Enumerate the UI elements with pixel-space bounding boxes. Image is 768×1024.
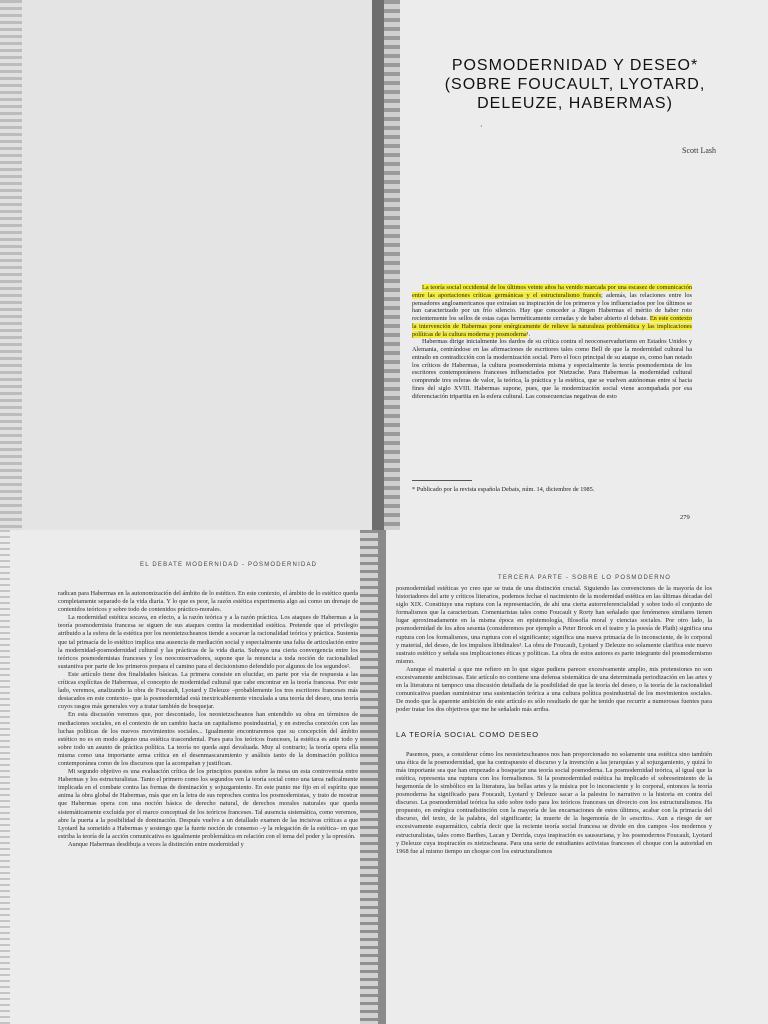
page-gutter-lower: [378, 530, 386, 1024]
intro-paragraph-2: Habermas dirige inicialmente los dardos de su crítica contra el neoconservadurismo en Estados Unidos y Alemania, centrándose en las afirmaciones de escritores tales como Bell de que la modernidad cultural ha entrado en contradicción con la modernización social. Pero el foco principal de su ataque es, como han notado los críticos de Habermas, la cultura posmodernista misma y especialmente la teoría posmodernista de los escritores contemporáneos franceses influenciados por Nietzsche. Para Habermas la modernidad cultural comprende tres esferas de valor, la teórica, la práctica y la estética, que se vuelven autónomas entre sí hacia fines del siglo XVIII. Habermas supone, pues, que la modernización social viene acompañada por esa diferenciación tripartita en la esfera cultural. Las consecuencias negativas de esto: [412, 338, 692, 400]
right-paragraph-1: posmodernidad estéticas yo creo que se trata de una distinción crucial. Siguiendo las convenciones de la mayoría de los historiadores del arte y críticos literarios, podemos fechar el nacimiento de la modernidad estética en las últimas décadas del siglo XIX. Constituye una ruptura con la representación, de ahí una cierta autorreferencialidad y sobre todo el conjunto de formalismos que la caracterizan. Comentaristas tales como Foucault y Rorty han señalado que fenómenos similares tienen lugar aproximadamente en la misma época en epistemología, filosofía moral y ciencias sociales. Por otro lado, la posmodernidad de los años sesenta (consideremos por ejemplo a Peter Brook en el teatro y la poesía de Plath) significa una ruptura con los formalismos, una ruptura con el significante; significa una nueva primacía de lo inconsciente, de lo corporal y material, del deseo, de los impulsos libidinales³. La obra de Foucault, Lyotard y Deleuze no solamente clarifica este nuevo sustrato estético y señala sus implicaciones éticas y políticas. La obra de estos autores es parte integrante del posmodernismo mismo.: [396, 585, 712, 665]
article-author: Scott Lash: [682, 146, 716, 155]
title-line-3: DELEUZE, HABERMAS): [477, 95, 673, 112]
highlighted-passage-1: La teoría social occidental de los últimos veinte años ha venido marcada por una escasez de comunicación entre las aportaciones críticas germánicas y el estructuralismo francés: [412, 284, 692, 299]
footnote-ref-1: ¹.: [526, 330, 531, 338]
left-page-text: [58, 590, 358, 849]
running-head-right: TERCERA PARTE - SOBRE LO POSMODERNO: [498, 575, 672, 581]
scan-edge-left: [0, 0, 22, 530]
stray-mark: ·: [480, 122, 483, 131]
left-paragraph-6: Aunque Habermas desdibuja a veces la distinción entre modernidad y: [68, 840, 244, 848]
highlighted-passage-2: En este contexto la intervención de Habermas pone enérgicamente de relieve la naturaleza problemática y las implicaciones políticas de la cultura moderna y posmoderna: [412, 315, 692, 338]
title-line-1: POSMODERNIDAD Y DESEO*: [451, 57, 699, 74]
right-page-text: [396, 585, 712, 856]
article-title: [430, 56, 720, 113]
footnote-rule: [412, 480, 472, 481]
left-paragraph-2: La modernidad estética socava, en efecto, a la razón teórica y a la razón práctica. Los ataques de Habermas a la teoría posmodernista francesa se siguen de sus ataques contra la modernidad estética. Pretende que el privilegio atribuido a la esfera de la estética por los neonietzscheanos tiende a socavar la racionalidad teórica y práctica. Sustenta que tal primacía de lo estético implica una ausencia de mediación social y especialmente una falta de articulación entre la modernidad-posmodernidad cultural y las prácticas de la vida diaria. Subraya una cierta convergencia entre los teóricos posmodernistas franceses y los neoconservadores, supone que la renuncia a toda noción de racionalidad sustantiva por parte de los primeros prepara el camino para el decisionismo defendido por algunos de los segundos².: [58, 614, 358, 670]
book-spine-shadow-lower: [360, 530, 378, 1024]
section-heading: LA TEORÍA SOCIAL COMO DESEO: [396, 729, 539, 739]
book-spine-shadow: [384, 0, 400, 530]
left-paragraph-1: radican para Habermas en la autonomización del ámbito de lo estético. En este contexto, el ámbito de lo estético queda completamente separado de la vida diaria. Y lo que es peor, la razón estética experimenta algo así como un drenaje de contenidos teóricos y sobre todo de contenidos práctico-morales.: [58, 590, 358, 614]
intro-text: [412, 284, 692, 400]
left-paragraph-3: Este artículo tiene dos finalidades básicas. La primera consiste en elucidar, en parte por vía de respuesta a las críticas explícitas de Habermas, el concepto de modernidad cultural que cabe encontrar en la teoría francesa. Por este lado, veremos, analizando la obra de Foucault, Lyotard y Deleuze –probablemente los tres escritores franceses más destacados en este contexto– que la posmodernidad está inextricablemente vinculada a una teoría del deseo, una teoría cuyos rasgos más generales voy a tratar también de bosquejar.: [58, 670, 358, 711]
right-paragraph-2: Aunque el material a que me refiero en lo que sigue pudiera parecer excesivamente amplio, mis pretensiones no son excesivamente ambiciosas. Este artículo no contiene una defensa sistemática de una determinada periodización en las artes y en la literatura ni tampoco una discusión detallada de la posibilidad de que la teoría del deseo, o la teoría de la racionalidad comunicativa puedan suministrar una sustentación teórica a una cultura política posindustrial de los movimientos sociales. De modo que la aparente ambición de este artículo es sólo resultado de que he tenido que recurrir a numerosas fuentes para poder tratar los dos objetivos que me he señalado más arriba.: [396, 665, 712, 714]
page-number: 279: [680, 514, 690, 521]
facing-page-scan: [0, 0, 372, 530]
footnote: * Publicado por la revista española Debats, núm. 14, diciembre de 1985.: [412, 486, 595, 493]
right-paragraph-3: Pasemos, pues, a considerar cómo los neonietzscheanos nos han proporcionado no solamente una estética sino también una ética de la posmodernidad, que ha contrapuesto el discurso y la invención a las jerarquías y al sojuzgamiento, y quizá lo más importante sea que han empezado a bosquejar una teoría social posmoderna. La posmodernidad teórica, al igual que la estética, representa una ruptura con los formalismos. Si la posmodernidad estética ha implicado el sobreseimiento de la hegemonía de lo simbólico en la literatura, las bellas artes y la música por lo inconsciente y lo corporal, entonces la teoría posmoderna ha significado para Foucault, Lyotard y Deleuze sacar a la palestra lo narrativo o la historia en contra del discurso. La posmodernidad teórica ha sido sobre todo para los teóricos franceses un divorcio con los estructuralismos. Ha propuesto, en enérgica contradistinción con la mayoría de las encarnaciones de estos últimos, acabar con la primacía del discurso, del texto, de la palabra, del significante; la muerte de la hegemonía de lo «escrito». Aun a riesgo de ser excesivamente esquemático, cabría decir que la reciente teoría social francesa se divide en dos campos -los modernos y estructuralistas, tales como Barthes, Lacan y Derrida, cuya inspiración es saussuriana, y los posmodernos Foucault, Lyotard y Deleuze cuya inspiración es nietzscheana. Para una serie de estudiantes activistas franceses el choque con la autoridad en 1968 fue al mismo tiempo un choque con los estructuralismos: [396, 750, 712, 855]
intro-paragraph-1: [412, 284, 692, 338]
running-head-left: EL DEBATE MODERNIDAD - POSMODERNIDAD: [140, 562, 318, 568]
left-paragraph-4: En esta discusión veremos que, por descontado, los neonietzscheanos han entendido su obra en términos de mediaciones sociales, en el contexto de un cambio hacia un capitalismo posindustrial, y en estrecha conexión con las luchas políticas de los nuevos movimientos sociales... Igualmente encontraremos que su concepción del ámbito estético no es en modo alguno una estética trascendental. Pues para los teóricos franceses, la estética es ante todo y sobre todo un asunto de práctica política. La teoría no queda aquí devaluada. Muy al contrario; la teoría opera ella misma como una importante arma crítica en el desenmascaramiento y análisis tanto de la dominación política contemporánea como de los discursos que la acompañan y justifican.: [58, 711, 358, 767]
scan-edge-lower-left: [0, 530, 10, 1024]
intro-paragraph-1-middle: ; además, las relaciones entre los pensadores angloamericanos que extraían su inspiración de los primeros y los influenciados por los últimos se han caracterizado por un frío silencio. Hay que conceder a Jürgen Habermas el mérito de haber roto recientemente los sellos de estas cajas herméticamente cerradas y de haber abierto el debate.: [412, 291, 692, 322]
left-paragraph-5: Mi segundo objetivo es una evaluación crítica de los principios puestos sobre la mesa un esta controversia entre Habermas y los estructuralistas. Tanto el primero como los segundos ven la teoría social como una tarea radicalmente implicada en el combate contra las formas de dominación y sojuzgamiento. En este punto me fijo en el espíritu que anima la obra global de Habermas, más que en la letra de sus reproches contra los posmodernistas, y trato de mostrar que Habermas opera con una noción básica de derecho natural, de derechos morales naturales que queda sistemáticamente excluida por el marco conceptual de los teóricos franceses. Tal ausencia sistemática, como veremos, abre la puerta a la posibilidad de dominación. Después vuelvo a un detallado examen de las incisivas críticas a que Lyotard ha sometido a Habermas y sostengo que la fuerte noción de consenso –y la relegación de la estética– en que estriba la teoría de la acción comunicativa es igualmente problemática en relación con el tema del poder y la opresión.: [58, 768, 358, 840]
title-line-2: (SOBRE FOUCAULT, LYOTARD,: [444, 76, 706, 93]
